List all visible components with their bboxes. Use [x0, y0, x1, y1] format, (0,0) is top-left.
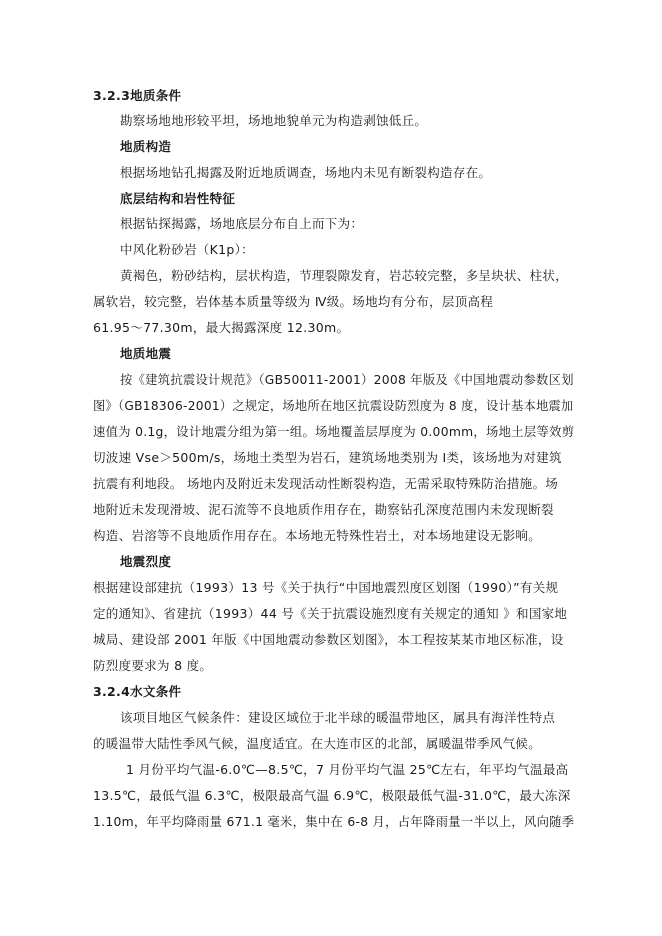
paragraph-line: 切波速 Vse＞500m/s，场地土类型为岩石，建筑场地类别为 Ⅰ类，该场地为对建筑: [93, 450, 562, 465]
section-heading-3-2-4: 3.2.4水文条件: [93, 684, 182, 699]
paragraph-line: 中风化粉砂岩（K1p）：: [120, 242, 254, 257]
subheading-seismic-intensity: 地震烈度: [120, 554, 172, 569]
paragraph-line: 1 月份平均气温-6.0℃—8.5℃，7 月份平均气温 25℃左右，年平均气温最高: [126, 762, 569, 777]
paragraph-line: 黄褐色，粉砂结构，层状构造，节理裂隙发育，岩芯较完整，多呈块状、柱状，: [120, 268, 569, 283]
paragraph-line: 13.5℃，最低气温 6.3℃，极限最高气温 6.9℃，极限最低气温-31.0℃，最大冻深: [93, 788, 571, 803]
paragraph-line: 该项目地区气候条件：建设区域位于北半球的暖温带地区，属具有海洋性特点: [120, 710, 556, 725]
paragraph-line: 根据建设部建抗（1993）13 号《关于执行“中国地震烈度区划图（1990）”有关规: [93, 580, 559, 595]
paragraph-line: 防烈度要求为 8 度。: [93, 658, 213, 673]
subheading-stratum-lithology: 底层结构和岩性特征: [120, 191, 236, 206]
paragraph-line: 按《建筑抗震设计规范》（GB50011-2001）2008 年版及《中国地震动参数区划: [120, 372, 574, 387]
paragraph-line: 构造、岩溶等不良地质作用存在。本场地无特殊性岩土，对本场地建设无影响。: [93, 528, 542, 543]
section-heading-3-2-3: 3.2.3地质条件: [93, 88, 182, 103]
paragraph-line: 速值为 0.1g，设计地震分组为第一组。场地覆盖层厚度为 0.00mm，场地土层等效剪: [93, 424, 575, 439]
paragraph-line: 抗震有利地段。 场地内及附近未发现活动性断裂构造，无需采取特殊防治措施。场: [93, 476, 559, 491]
paragraph-line: 根据场地钻孔揭露及附近地质调查，场地内未见有断裂构造存在。: [120, 165, 492, 180]
paragraph-line: 图》（GB18306-2001）之规定，场地所在地区抗震设防烈度为 8 度，设计基本地震加: [93, 398, 574, 413]
subheading-geological-structure: 地质构造: [120, 139, 172, 154]
paragraph-line: 的暖温带大陆性季风气候，温度适宜。在大连市区的北部，属暖温带季风气候。: [93, 736, 542, 751]
subheading-geological-seismic: 地质地震: [120, 346, 172, 361]
paragraph-line: 地附近未发现滑坡、泥石流等不良地质作用存在，勘察钻孔深度范围内未发现断裂: [93, 502, 554, 517]
paragraph-line: 城局、建设部 2001 年版《中国地震动参数区划图》，本工程按某某市地区标准，设: [93, 632, 564, 647]
paragraph-line: 根据钻探揭露，场地底层分布自上而下为：: [120, 216, 364, 231]
paragraph-line: 1.10m，年平均降雨量 671.1 毫米，集中在 6-8 月，占年降雨量一半以上，风向随季: [93, 814, 575, 829]
paragraph-line: 勘察场地地形较平坦，场地地貌单元为构造剥蚀低丘。: [120, 113, 428, 128]
paragraph-line: 属软岩，较完整，岩体基本质量等级为 Ⅳ级。场地均有分布，层顶高程: [93, 294, 494, 309]
paragraph-line: 61.95～77.30m，最大揭露深度 12.30m。: [93, 320, 350, 335]
paragraph-line: 定的通知》、省建抗（1993）44 号《关于抗震设施烈度有关规定的通知 》和国家地: [93, 606, 568, 621]
